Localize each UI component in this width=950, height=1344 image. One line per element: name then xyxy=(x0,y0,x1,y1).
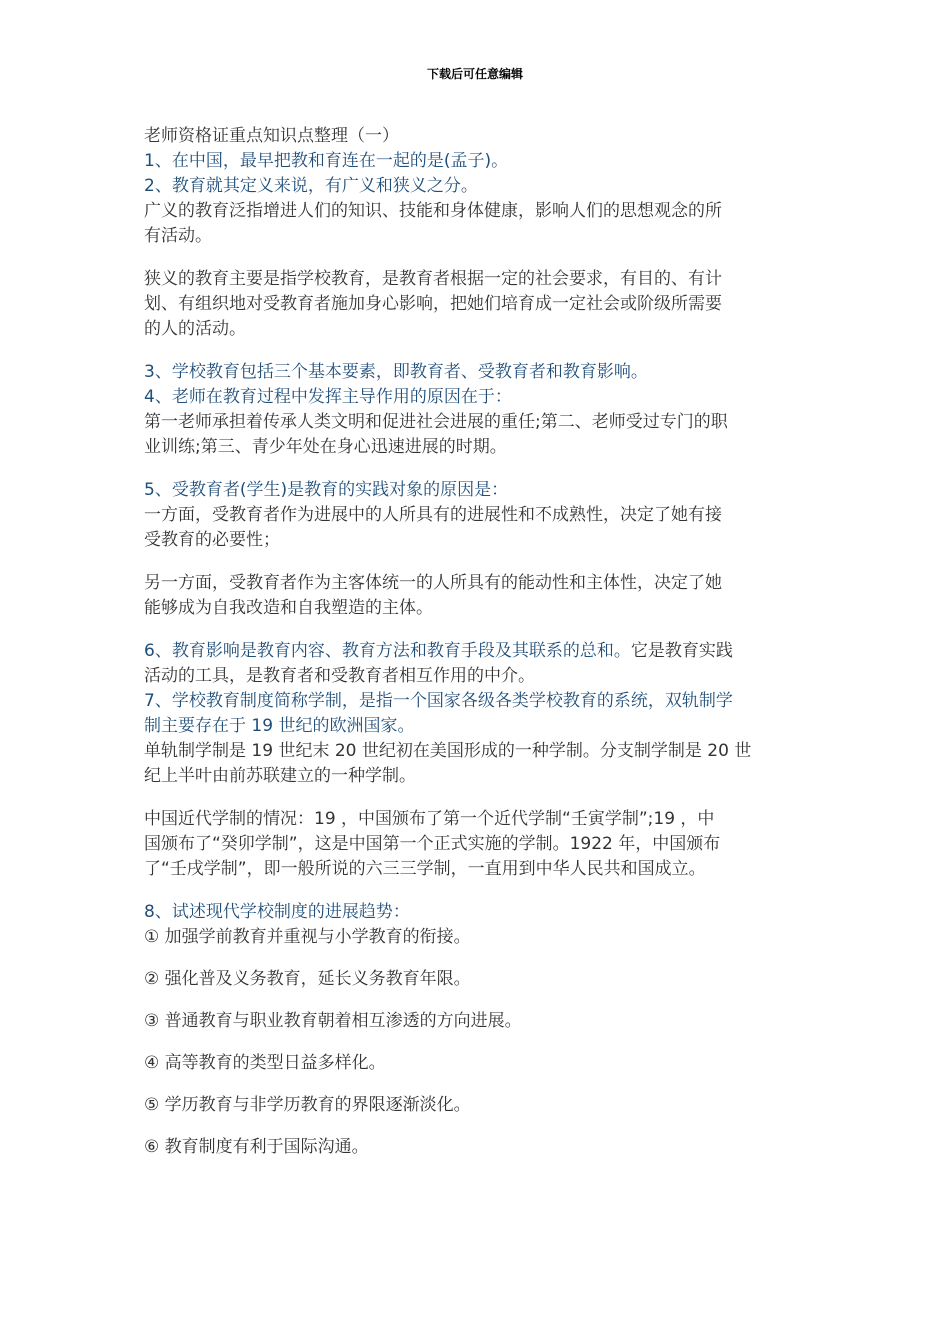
paragraph-modern-system-line-3: 了“壬戌学制”，即一般所说的六三三学制，一直用到中华人民共和国成立。 xyxy=(144,859,706,879)
trend-item: ① 加强学前教育并重视与小学教育的衔接。 xyxy=(144,927,471,947)
paragraph-single-track-line-2: 纪上半叶由前苏联建立的一种学制。 xyxy=(144,766,416,786)
trend-item: ⑤ 学历教育与非学历教育的界限逐渐淡化。 xyxy=(144,1095,471,1115)
question-6-line-1 xyxy=(144,639,812,664)
paragraph-modern-system-line-1: 中国近代学制的情况：19 ，中国颁布了第一个近代学制“壬寅学制”;19 ，中 xyxy=(144,809,715,829)
page-header: 下载后可任意编辑 xyxy=(426,67,523,81)
trend-item: ⑥ 教育制度有利于国际沟通。 xyxy=(144,1137,369,1157)
paragraph-teacher-role-line-2: 业训练;第三、青少年处在身心迅速进展的时期。 xyxy=(144,437,507,457)
trend-item: ③ 普通教育与职业教育朝着相互渗透的方向进展。 xyxy=(144,1011,522,1031)
paragraph-learner-b-line-1: 另一方面，受教育者作为主客体统一的人所具有的能动性和主体性，决定了她 xyxy=(144,573,722,593)
paragraph-single-track-line-1: 单轨制学制是 19 世纪末 20 世纪初在美国形成的一种学制。分支制学制是 20 世 xyxy=(144,741,752,761)
question-6-heading: 6、教育影响是教育内容、教育方法和教育手段及其联系的总和。 xyxy=(144,641,631,661)
question-5: 5、受教育者(学生)是教育的实践对象的原因是： xyxy=(144,480,509,500)
paragraph-narrow-education-line-3: 的人的活动。 xyxy=(144,319,246,339)
question-1: 1、在中国，最早把教和育连在一起的是(孟子)。 xyxy=(144,151,509,171)
question-7-line-1: 7、学校教育制度简称学制，是指一个国家各级各类学校教育的系统，双轨制学 xyxy=(144,691,733,711)
trend-item: ② 强化普及义务教育，延长义务教育年限。 xyxy=(144,969,471,989)
question-7-line-2: 制主要存在于 19 世纪的欧洲国家。 xyxy=(144,716,415,736)
paragraph-narrow-education-line-2: 划、有组织地对受教育者施加身心影响，把她们培育成一定社会或阶级所需要 xyxy=(144,294,722,314)
paragraph-broad-education-line-2: 有活动。 xyxy=(144,226,212,246)
paragraph-broad-education-line-1: 广义的教育泛指增进人们的知识、技能和身体健康，影响人们的思想观念的所 xyxy=(144,201,722,221)
document-title: 老师资格证重点知识点整理（一） xyxy=(144,126,399,146)
paragraph-teacher-role-line-1: 第一老师承担着传承人类文明和促进社会进展的重任;第二、老师受过专门的职 xyxy=(144,412,728,432)
paragraph-narrow-education-line-1: 狭义的教育主要是指学校教育，是教育者根据一定的社会要求，有目的、有计 xyxy=(144,269,722,289)
paragraph-learner-a-line-2: 受教育的必要性； xyxy=(144,530,280,550)
question-6-line-2: 活动的工具，是教育者和受教育者相互作用的中介。 xyxy=(144,666,535,686)
question-8: 8、试述现代学校制度的进展趋势： xyxy=(144,902,410,922)
question-3: 3、学校教育包括三个基本要素，即教育者、受教育者和教育影响。 xyxy=(144,362,648,382)
paragraph-learner-a-line-1: 一方面，受教育者作为进展中的人所具有的进展性和不成熟性，决定了她有接 xyxy=(144,505,722,525)
trend-item: ④ 高等教育的类型日益多样化。 xyxy=(144,1053,386,1073)
paragraph-learner-b-line-2: 能够成为自我改造和自我塑造的主体。 xyxy=(144,598,433,618)
question-2: 2、教育就其定义来说，有广义和狭义之分。 xyxy=(144,176,478,196)
document-body xyxy=(144,124,812,1160)
question-4: 4、老师在教育过程中发挥主导作用的原因在于： xyxy=(144,387,512,407)
paragraph-modern-system-line-2: 国颁布了“癸卯学制”，这是中国第一个正式实施的学制。1922 年，中国颁布 xyxy=(144,834,721,854)
question-6-continuation: 它是教育实践 xyxy=(630,641,733,661)
